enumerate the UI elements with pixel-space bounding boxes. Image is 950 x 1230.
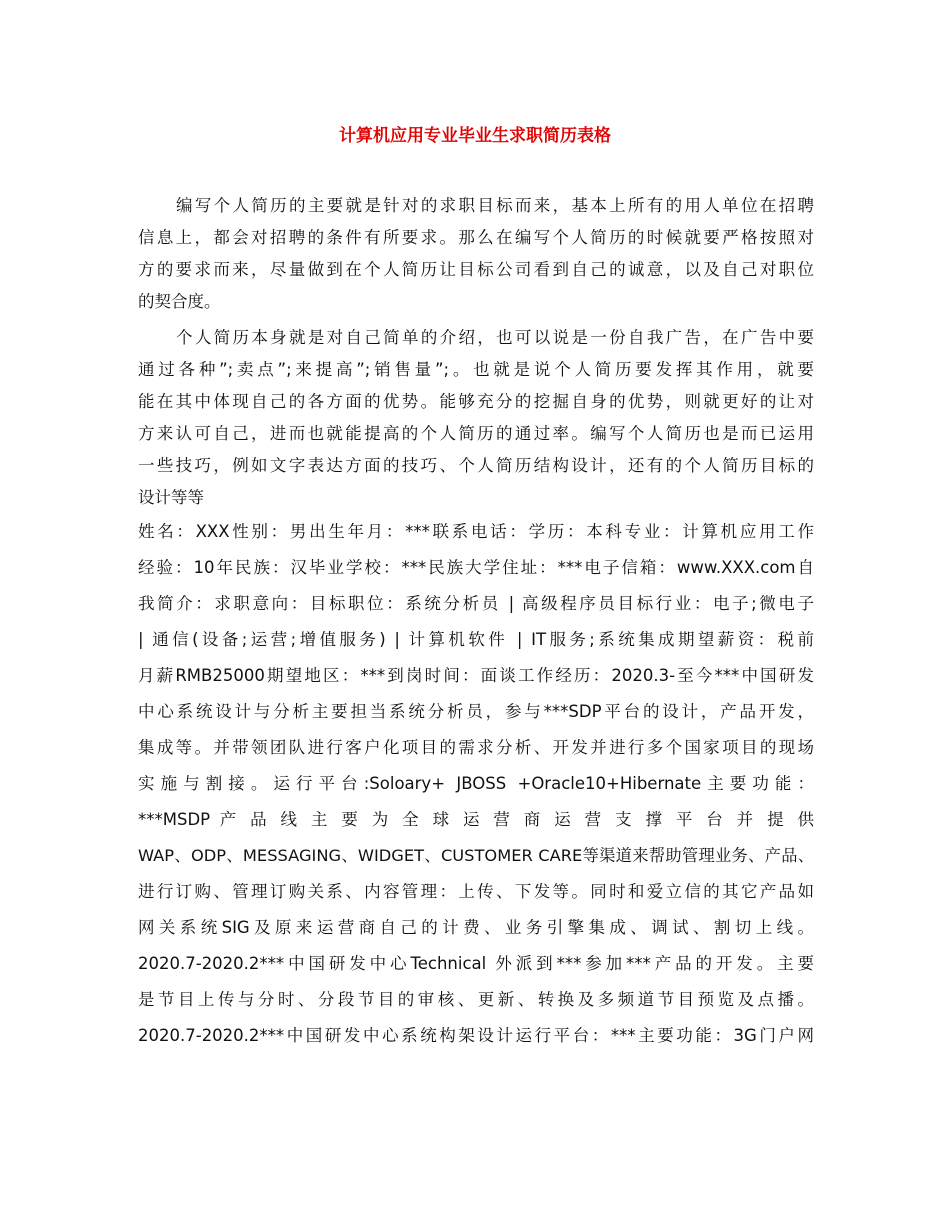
body-line: 月薪RMB25000期望地区：***到岗时间：面谈工作经历：2020.3-至今***中国研发	[138, 666, 814, 685]
body-line: 的契合度。	[138, 292, 221, 311]
body-line: 方来认可自己，进而也就能提高的个人简历的通过率。编写个人简历也是而已运用	[138, 424, 814, 443]
body-line: ***MSDP 产 品 线 主 要 为 全 球 运 营 商 运 营 支 撑 平 台 并 提 供	[138, 810, 814, 829]
body-line: 信息上，都会对招聘的条件有所要求。那么在编写个人简历的时候就要严格按照对	[138, 228, 814, 247]
body-line: 中心系统设计与分析主要担当系统分析员，参与***SDP平台的设计，产品开发，	[138, 702, 814, 721]
body-line: 姓名：XXX性别：男出生年月：***联系电话：学历：本科专业：计算机应用工作	[138, 522, 814, 541]
body-line: 一些技巧，例如文字表达方面的技巧、个人简历结构设计，还有的个人简历目标的	[138, 456, 814, 475]
body-line: WAP、ODP、MESSAGING、WIDGET、CUSTOMER CARE等渠道来帮助管理业务、产品、	[138, 846, 814, 865]
body-line: 2020.7-2020.2***中国研发中心系统构架设计运行平台：***主要功能：3G门户网	[138, 1026, 814, 1045]
body-line: 网关系统SIG及原来运营商自己的计费、业务引擎集成、调试、割切上线。	[138, 918, 814, 937]
body-line: 通过各种”;卖点”;来提高”;销售量”;。也就是说个人简历要发挥其作用，就要	[138, 360, 814, 379]
body-line: 能在其中体现自己的各方面的优势。能够充分的挖掘自身的优势，则就更好的让对	[138, 392, 814, 411]
body-line: 进行订购、管理订购关系、内容管理：上传、下发等。同时和爱立信的其它产品如	[138, 882, 814, 901]
document-title: 计算机应用专业毕业生求职简历表格	[339, 126, 611, 146]
body-line: 设计等等	[138, 488, 204, 507]
body-line: 经验：10年民族：汉毕业学校：***民族大学住址：***电子信箱：www.XXX.com自	[138, 558, 814, 577]
body-line: 我简介：求职意向：目标职位：系统分析员 | 高级程序员目标行业：电子;微电子	[138, 594, 814, 613]
body-line: 集成等。并带领团队进行客户化项目的需求分析、开发并进行多个国家项目的现场	[138, 738, 814, 757]
body-line: | 通信(设备;运营;增值服务) | 计算机软件 | IT服务;系统集成期望薪资：税前	[138, 630, 814, 649]
body-line: 编写个人简历的主要就是针对的求职目标而来，基本上所有的用人单位在招聘	[176, 196, 814, 215]
body-line: 个人简历本身就是对自己简单的介绍，也可以说是一份自我广告，在广告中要	[176, 328, 814, 347]
body-line: 2020.7-2020.2***中国研发中心Technical 外派到***参加***产品的开发。主要	[138, 954, 814, 973]
body-line: 实施与割接。运行平台:Soloary+ JBOSS +Oracle10+Hibernate主要功能：	[138, 774, 814, 793]
body-line: 是节目上传与分时、分段节目的审核、更新、转换及多频道节目预览及点播。	[138, 990, 814, 1009]
body-line: 方的要求而来，尽量做到在个人简历让目标公司看到自己的诚意，以及自己对职位	[138, 260, 814, 279]
